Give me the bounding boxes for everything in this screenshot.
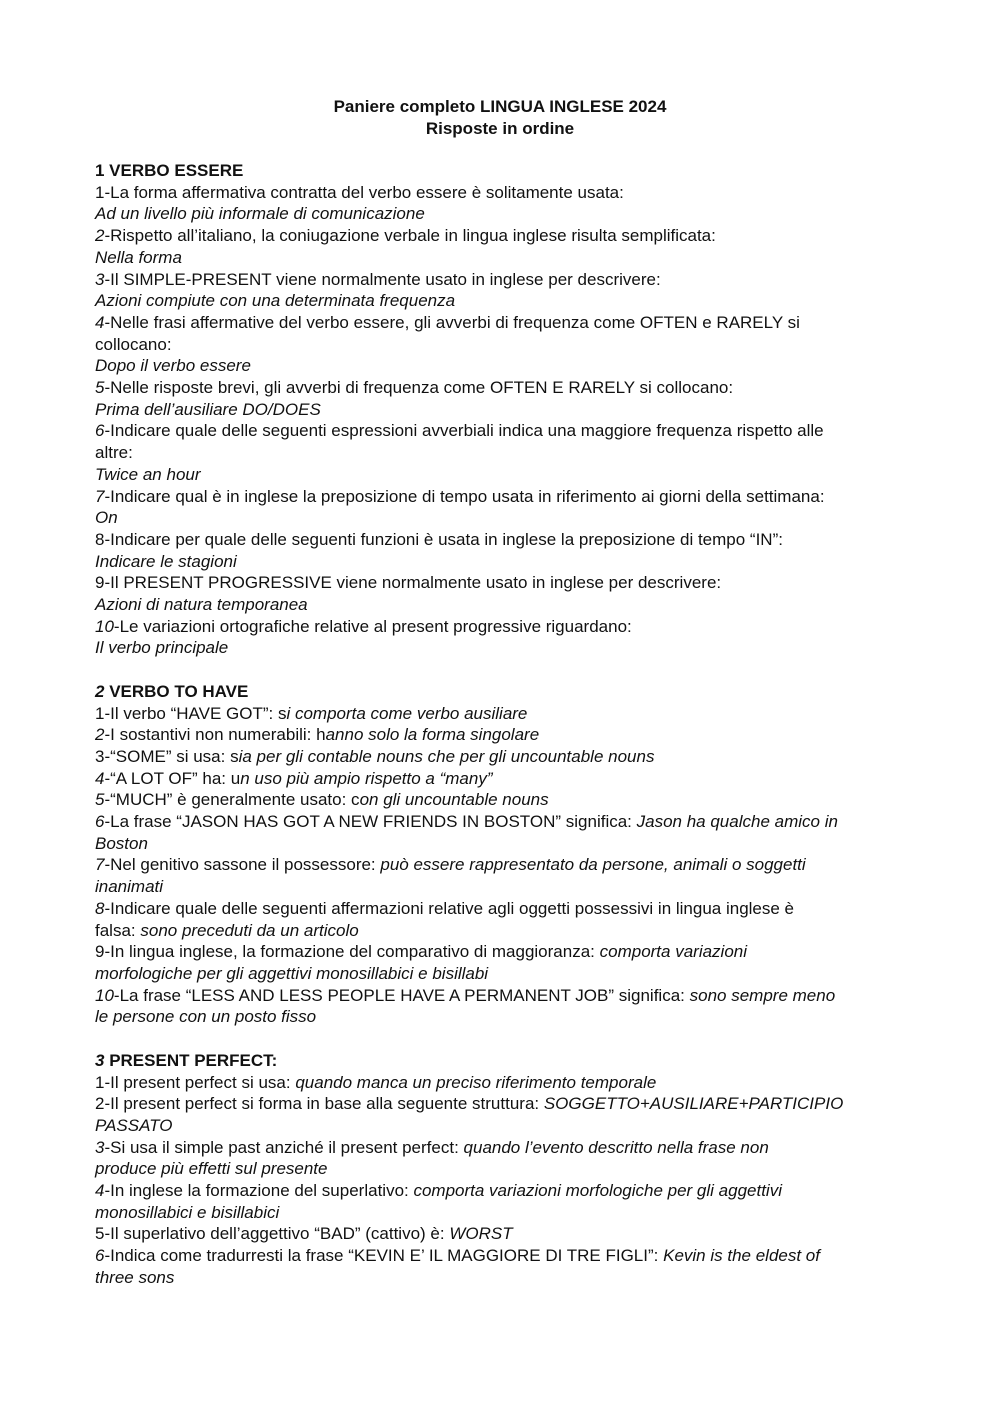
question-line xyxy=(95,486,910,508)
question-number: 7 xyxy=(95,486,105,506)
question-text: 8-Indicare per quale delle seguenti funzioni è usata in inglese la preposizione di tempo “IN”: xyxy=(95,529,783,549)
question-number: 7 xyxy=(95,855,105,875)
question-number: 6 xyxy=(95,812,105,832)
answer-text: On xyxy=(95,508,118,528)
answer-text: Indicare le stagioni xyxy=(95,551,237,571)
section-heading xyxy=(95,1050,910,1072)
answer-text-cont: produce più effetti sul presente xyxy=(95,1159,328,1179)
question-line xyxy=(95,1137,910,1159)
section-gap xyxy=(95,1028,910,1050)
question-text: -In inglese la formazione del superlativo: xyxy=(104,1181,414,1201)
question-text: 3-“SOME” si usa: s xyxy=(95,746,239,766)
answer-text-cont: Boston xyxy=(95,833,148,853)
section-heading xyxy=(95,681,910,703)
section-heading: 1 VERBO ESSERE xyxy=(95,161,244,180)
answer-text: Prima dell’ausiliare DO/DOES xyxy=(95,399,321,419)
question-number: 10 xyxy=(95,616,114,636)
question-text: -Rispetto all’italiano, la coniugazione verbale in lingua inglese risulta semplificata: xyxy=(104,226,716,246)
answer-text: quando manca un preciso riferimento temporale xyxy=(295,1072,657,1092)
question-line xyxy=(95,377,910,399)
question-number: 3 xyxy=(95,269,105,289)
question-text: 1-Il verbo “HAVE GOT”: s xyxy=(95,703,287,723)
answer-text: on gli uncountable nouns xyxy=(359,790,549,810)
answer-text: può essere rappresentato da persone, animali o soggetti xyxy=(380,855,806,875)
answer-text-cont: le persone con un posto fisso xyxy=(95,1007,317,1027)
question-line xyxy=(95,1180,910,1202)
question-line xyxy=(95,985,910,1007)
question-number: 4 xyxy=(95,768,105,788)
answer-text: n uso più ampio rispetto a “many” xyxy=(240,768,493,788)
question-line xyxy=(95,1245,910,1267)
question-line xyxy=(95,941,910,963)
question-line xyxy=(95,420,910,442)
question-line xyxy=(95,1072,910,1094)
answer-text: Ad un livello più informale di comunicazione xyxy=(95,204,425,224)
answer-text: ia per gli contable nouns che per gli uncountable nouns xyxy=(238,746,655,766)
answer-text: sono preceduti da un articolo xyxy=(140,920,359,940)
question-text: -Nelle frasi affermative del verbo essere, gli avverbi di frequenza come OFTEN e RARELY si xyxy=(104,312,800,332)
question-line xyxy=(95,789,910,811)
question-line xyxy=(95,724,910,746)
answer-text: Nella forma xyxy=(95,247,182,267)
question-line xyxy=(95,1223,910,1245)
answer-text: Kevin is the eldest of xyxy=(663,1246,820,1266)
question-line xyxy=(95,898,910,920)
section-title: PRESENT PERFECT: xyxy=(104,1050,278,1070)
document-body xyxy=(95,160,910,1289)
question-line xyxy=(95,1093,910,1115)
question-text: 9-Il PRESENT PROGRESSIVE viene normalmente usato in inglese per descrivere: xyxy=(95,573,722,593)
answer-text: Dopo il verbo essere xyxy=(95,356,251,376)
title-line-2: Risposte in ordine xyxy=(425,118,575,138)
answer-text: Azioni compiute con una determinata frequenza xyxy=(95,291,456,311)
answer-text: Jason ha qualche amico in xyxy=(636,812,838,832)
question-text: -La frase “LESS AND LESS PEOPLE HAVE A PERMANENT JOB” significa: xyxy=(113,985,690,1005)
answer-text: Azioni di natura temporanea xyxy=(95,595,308,615)
question-number: 5 xyxy=(95,790,105,810)
question-text-cont: altre: xyxy=(95,443,133,463)
answer-text: sono sempre meno xyxy=(689,985,836,1005)
answer-text-cont: PASSATO xyxy=(95,1115,173,1135)
answer-text-cont: morfologiche per gli aggettivi monosillabici e bisillabi xyxy=(95,964,489,983)
section-title: VERBO TO HAVE xyxy=(104,681,249,701)
question-line xyxy=(95,703,910,725)
question-number: 6 xyxy=(95,1246,105,1266)
question-line xyxy=(95,811,910,833)
question-text: 5-Il superlativo dell’aggettivo “BAD” (cattivo) è: xyxy=(95,1224,450,1244)
answer-text: quando l’evento descritto nella frase non xyxy=(463,1137,769,1157)
question-number: 10 xyxy=(95,985,114,1005)
document-title xyxy=(0,96,1000,139)
question-line xyxy=(95,616,910,638)
section-present-perfect xyxy=(95,1050,910,1289)
question-number: 8 xyxy=(95,898,105,918)
question-text: -“MUCH” è generalmente usato: c xyxy=(104,790,360,810)
answer-text: anno solo la forma singolare xyxy=(325,725,540,745)
question-text: -Indica come tradurresti la frase “KEVIN E’ IL MAGGIORE DI TRE FIGLI”: xyxy=(104,1246,664,1266)
question-number: 4 xyxy=(95,312,105,332)
section-verbo-essere xyxy=(95,160,910,659)
question-number: 2 xyxy=(95,725,105,745)
question-line xyxy=(95,768,910,790)
answer-text: Il verbo principale xyxy=(95,638,229,658)
question-text: -Le variazioni ortografiche relative al present progressive riguardano: xyxy=(113,616,632,636)
question-text: -Il SIMPLE-PRESENT viene normalmente usato in inglese per descrivere: xyxy=(104,269,661,289)
question-number: 2 xyxy=(95,226,105,246)
answer-text: i comporta come verbo ausiliare xyxy=(286,703,528,723)
question-line xyxy=(95,225,910,247)
question-text: -Indicare quale delle seguenti espressioni avverbiali indica una maggiore frequenza rispetto alle xyxy=(104,421,824,441)
section-verbo-to-have xyxy=(95,681,910,1028)
title-line-1: Paniere completo LINGUA INGLESE 2024 xyxy=(333,97,667,116)
question-text: -Nel genitivo sassone il possessore: xyxy=(104,855,381,875)
question-text: -Indicare quale delle seguenti affermazioni relative agli oggetti possessivi in lingua inglese è xyxy=(104,898,795,918)
question-line xyxy=(95,312,910,334)
answer-text: WORST xyxy=(449,1224,513,1244)
question-text: -La frase “JASON HAS GOT A NEW FRIENDS IN BOSTON” significa: xyxy=(104,812,637,832)
answer-text: comporta variazioni xyxy=(599,942,748,962)
question-text: -Indicare qual è in inglese la preposizione di tempo usata in riferimento ai giorni della settimana: xyxy=(104,486,825,506)
question-line xyxy=(95,746,910,768)
question-number: 3 xyxy=(95,1137,105,1157)
question-line xyxy=(95,854,910,876)
question-number: 6 xyxy=(95,421,105,441)
answer-text-cont: three sons xyxy=(95,1267,175,1287)
question-text: 1-Il present perfect si usa: xyxy=(95,1072,296,1092)
answer-text: comporta variazioni morfologiche per gli aggettivi xyxy=(413,1181,782,1201)
section-number: 2 xyxy=(95,681,105,701)
answer-text: Twice an hour xyxy=(95,464,201,484)
answer-text-cont: inanimati xyxy=(95,877,164,897)
question-text-cont: collocano: xyxy=(95,334,172,354)
question-line xyxy=(95,920,910,942)
question-line xyxy=(95,269,910,291)
question-text: 1-La forma affermativa contratta del verbo essere è solitamente usata: xyxy=(95,182,624,202)
question-text: -Nelle risposte brevi, gli avverbi di frequenza come OFTEN E RARELY si collocano: xyxy=(104,378,734,398)
question-number: 4 xyxy=(95,1181,105,1201)
section-gap xyxy=(95,659,910,681)
question-text: 9-In lingua inglese, la formazione del comparativo di maggioranza: xyxy=(95,942,600,962)
question-text: -“A LOT OF” ha: u xyxy=(104,768,241,788)
question-text: -I sostantivi non numerabili: h xyxy=(104,725,326,745)
question-text: -Si usa il simple past anziché il present perfect: xyxy=(104,1137,464,1157)
question-number: 5 xyxy=(95,378,105,398)
question-text: 2-Il present perfect si forma in base alla seguente struttura: xyxy=(95,1094,544,1114)
answer-text-cont: monosillabici e bisillabici xyxy=(95,1202,280,1222)
question-text-cont: falsa: xyxy=(95,920,141,940)
section-number: 3 xyxy=(95,1050,105,1070)
answer-text: SOGGETTO+AUSILIARE+PARTICIPIO xyxy=(543,1094,844,1114)
